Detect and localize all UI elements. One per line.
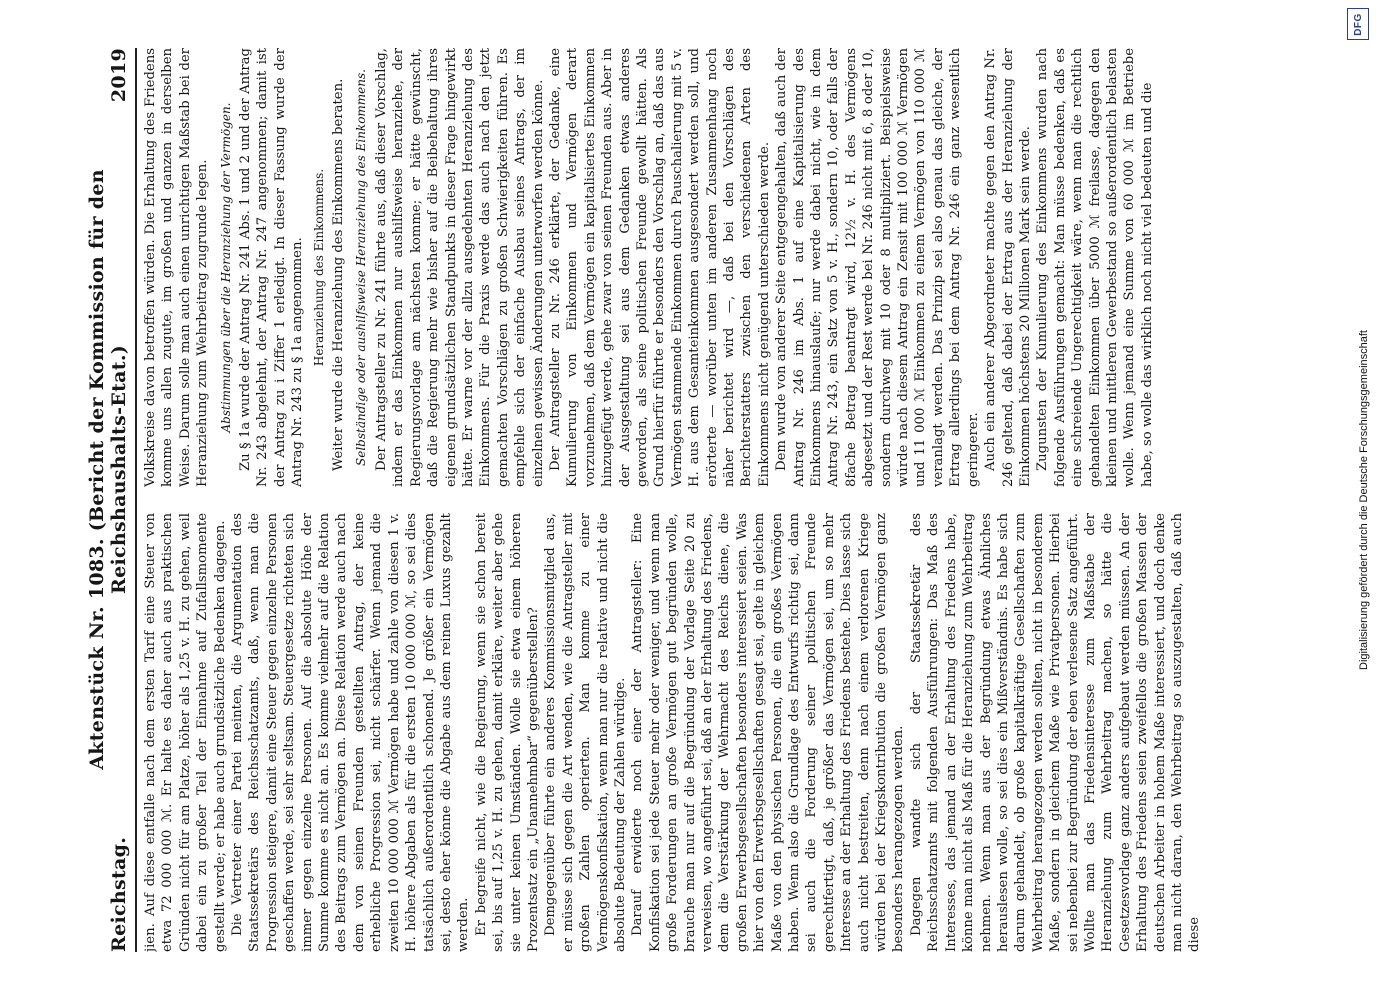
left-paragraph: Darauf erwiderte noch einer der Antragsteller: Eine Konfiskation sei jede Steuer mehr oder weniger, und wenn man große Forderungen an große Vermögen gut begründen wolle, brauche man nur auf die Begründung der Vorlage Seite 20 zu verweisen, wo angeführt sei, daß an der Erhaltung des Friedens, dem die Verstärkung der Wehrmacht des Reichs diene, die großen Erwerbsgesellschaften besonders interessiert seien. Was hier von den Erwerbsgesellschaften gesagt sei, gelte in gleichem Maße von den physischen Personen, die ein großes Vermögen haben. Wenn also die Grundlage des Entwurfs richtig sei, dann sei auch die Forderung seiner politischen Freunde gerechtfertigt, daß, je größer das Vermögen sei, um so mehr Interesse an der Erhaltung des Friedens bestehe. Dies lasse sich auch nicht bestreiten, denn nach einem verlorenen Kriege würden bei der Kriegskontribution die großen Vermögen ganz besonders herangezogen werden. (629, 513, 906, 952)
heading-selbstaendige: Selbständige oder aushilfsweise Heranziehung des Einkommens. (353, 69, 368, 466)
left-paragraph: Demgegenüber führte ein anderes Kommissionsmitglied aus, er müsse sich gegen die Art wenden, wie die Antragsteller mit großen Zahlen operierten. Man komme zu einer Vermögenskonfiskation, wenn man nur die relative und nicht die absolute Bedeutung der Zahlen würdige. (542, 513, 628, 952)
right-paragraph: Volkskreise davon betroffen würden. Die Erhaltung des Friedens komme uns allen zugute, im großen und ganzen in derselben Weise. Darum solle man auch einen unrichtigen Maßstab bei der Heranziehung zum Wehrbeitrag zugrunde legen. (142, 48, 210, 487)
right-paragraph: Dem wurde von anderer Seite entgegengehalten, daß auch der Antrag Nr. 246 im Abs. 1 auf eine Kapitalisierung des Einkommens hinauslaufe; nur werde dabei nicht, wie in dem Antrag Nr. 243, ein Satz von 5 v. H., sondern 10, oder falls der 8fache Betrag beantragt wird, 12½ v. H. des Vermögens abgesetzt und der Rest werde bei Nr. 246 nicht mit 6, 8 oder 10, sondern durchweg mit 10 oder 8 multipliziert. Beispielsweise würde nach diesem Antrag ein Zensit mit 100 000 ℳ Vermögen und 11 000 ℳ Einkommen zu einem Vermögen von 110 000 ℳ veranlagt werden. Das Prinzip sei also genau das gleiche, der Ertrag allerdings bei dem Antrag Nr. 246 ein ganz wesentlich geringerer. (773, 48, 981, 487)
dfg-logo: DFG (1347, 8, 1369, 40)
right-paragraph: Zu § 1a wurde der Antrag Nr. 241 Abs. 1 und 2 und der Antrag Nr. 243 abgelehnt, der Antrag Nr. 247 angenommen; damit ist der Antrag zu i Ziffer 1 erledigt. In dieser Fassung wurde der Antrag Nr. 243 zu § 1a angenommen. (237, 48, 305, 487)
right-column (142, 48, 1304, 487)
heading-einkommen: Heranziehung des Einkommens. (311, 168, 326, 367)
left-paragraph: Die Vertreter einer Partei meinten, die Argumentation des Staatssekretärs des Reichsschatzamts, daß, wenn man die Progression steigere, damit eine Steuer gegen einzelne Personen geschaffen werde, sei sehr seltsam. Steuergesetze richteten sich immer gegen einzelne Personen. Auf die absolute Höhe der Summe komme es nicht an. Es komme vielmehr auf die Relation des Beitrags zum Vermögen an. Diese Relation werde auch nach dem von seinen Freunden gestellten Antrag, der keine erhebliche Progression sei, nicht schärfer. Wenn jemand die zweiten 10 000 000 ℳ Vermögen habe und zahle von diesen 1 v. H. höhere Abgaben als für die ersten 10 000 000 ℳ, so sei dies tatsächlich außerordentlich schonend. Je größer ein Vermögen sei, desto eher könne die Abgabe aus dem reinen Luxus gezahlt werden. (229, 513, 471, 952)
header-title: Aktenstück Nr. 1083. (Bericht der Kommission für den Reichshaushalts-Etat.) (85, 169, 130, 770)
right-paragraph: Der Antragsteller zu Nr. 241 führte aus, daß dieser Vorschlag, indem er das Einkommen nur aushilfsweise heranziehe, der Regierungsvorlage am nächsten komme; er hätte gewünscht, daß die Regierung mehr wie bisher auf die Beibehaltung ihres eigenen grundsätzlichen Standpunkts in dieser Frage hingewirkt hätte. Er warne vor der allzu ausgedehnten Heranziehung des Einkommens. Für die Praxis werde das auch nach den jetzt gemachten Vorschlägen zu großen Schwierigkeiten führen. Es empfehle sich der einfache Ausbau seines Antrags, der im einzelnen gewissen Änderungen unterworfen werden könne. (373, 48, 546, 487)
page-number: 2019 (107, 48, 130, 103)
left-column (142, 513, 1304, 952)
left-paragraph: Dagegen wandte sich der Staatssekretär des Reichsschatzamts mit folgenden Ausführungen: Das Maß des Interesses, das jemand an der Erhaltung des Friedens habe, könne man nicht als Maß für die Heranziehung zum Wehrbeitrag nehmen. Wenn man aus der Begründung etwas Ähnliches herauslesen wolle, so sei dies ein Mißverständnis. Es habe sich darum gehandelt, ob große kapitalkräftige Gesellschaften zum Wehrbeitrag herangezogen werden sollten, nicht in besonderem Maße, sondern in gleichem Maße wie Privatpersonen. Hierbei sei nebenbei zur Begründung der eben verlesene Satz angeführt. Wollte man das Friedensinteresse zum Maßstabe der Heranziehung zum Wehrbeitrag machen, so hätte die Gesetzesvorlage ganz anders aufgebaut werden müssen. An der Erhaltung des Friedens seien zweifellos die großen Massen der deutschen Arbeiter in hohem Maße interessiert, und doch denke man nicht daran, den Wehrbeitrag so auszugestalten, daß auch diese (908, 513, 1202, 952)
right-paragraph: Zugunsten der Kumulierung des Einkommens wurden nach folgende Ausführungen gemacht: Man müsse bedenken, daß es eine schreiende Ungerechtigkeit wäre, wenn man die rechtlich gehandelten Einkommen über 5000 ℳ freilasse, dagegen den kleinen und mittleren Gewerbestand so außerordentlich belasten wolle. Wenn jemand eine Summe von 60 000 ℳ im Betriebe habe, so wolle das wirklich noch nicht viel bedeuten und die (1034, 48, 1155, 487)
right-paragraph: Der Antragsteller zu Nr. 246 erklärte, der Gedanke, eine Kumulierung von Einkommen und Vermögen derart vorzunehmen, daß dem Vermögen ein kapitalisiertes Einkommen hinzugefügt werde, gehe zwar von seinen Freunden aus. Aber in der Ausgestaltung sei aus dem Gedanken etwas anderes geworden, als seine politischen Freunde gewollt hätten. Als Grund hierfür führte er besonders den Vorschlag an, daß das aus Vermögen stammende Einkommen durch Pauschalierung mit 5 v. H. aus dem Gesamteinkommen ausgesondert werden soll, und erörterte — worüber unten im anderen Zusammenhang noch näher berichtet wird —, daß bei den Vorschlägen des Berichterstatters zwischen den verschiedenen Arten des Einkommens nicht genügend unterschieden werde. (547, 48, 772, 487)
header-left: Reichstag. (107, 836, 130, 952)
left-paragraph: Er begreife nicht, wie die Regierung, wenn sie schon bereit sei, bis auf 1,25 v. H. zu gehen, damit erkläre, weiter aber gehe sie unter keinen Umständen. Wolle sie etwa einem höheren Prozentsatz ein „Unannehmbar“ gegenüberstellen? (473, 513, 541, 952)
right-paragraph: Auch ein anderer Abgeordneter machte gegen den Antrag Nr. 246 geltend, daß dabei der Ertrag aus der Heranziehung der Einkommen höchstens 20 Millionen Mark sein werde. (982, 48, 1033, 487)
page-header (85, 48, 137, 952)
left-paragraph: jien. Auf diese entfalle nach dem ersten Tarif eine Steuer von etwa 72 000 000 ℳ. Er halte es daher auch aus praktischen Gründen nicht für am Platze, höher als 1,25 v. H. zu gehen, weil dabei ein zu großer Teil der Einnahme auf Zufallsmomente gestellt werde; er habe auch grundsätzliche Bedenken dagegen. (142, 513, 228, 952)
digitization-note: Digitalisierung gefördert durch die Deutsche Forschungsgemeinschaft (1358, 330, 1370, 670)
text-columns (142, 48, 1304, 952)
document-page (72, 40, 1312, 960)
heading-abstimmungen: Abstimmungen über die Heranziehung der Vermögen. (218, 102, 233, 433)
right-paragraph: Weiter wurde die Heranziehung des Einkommens beraten. (330, 78, 346, 471)
